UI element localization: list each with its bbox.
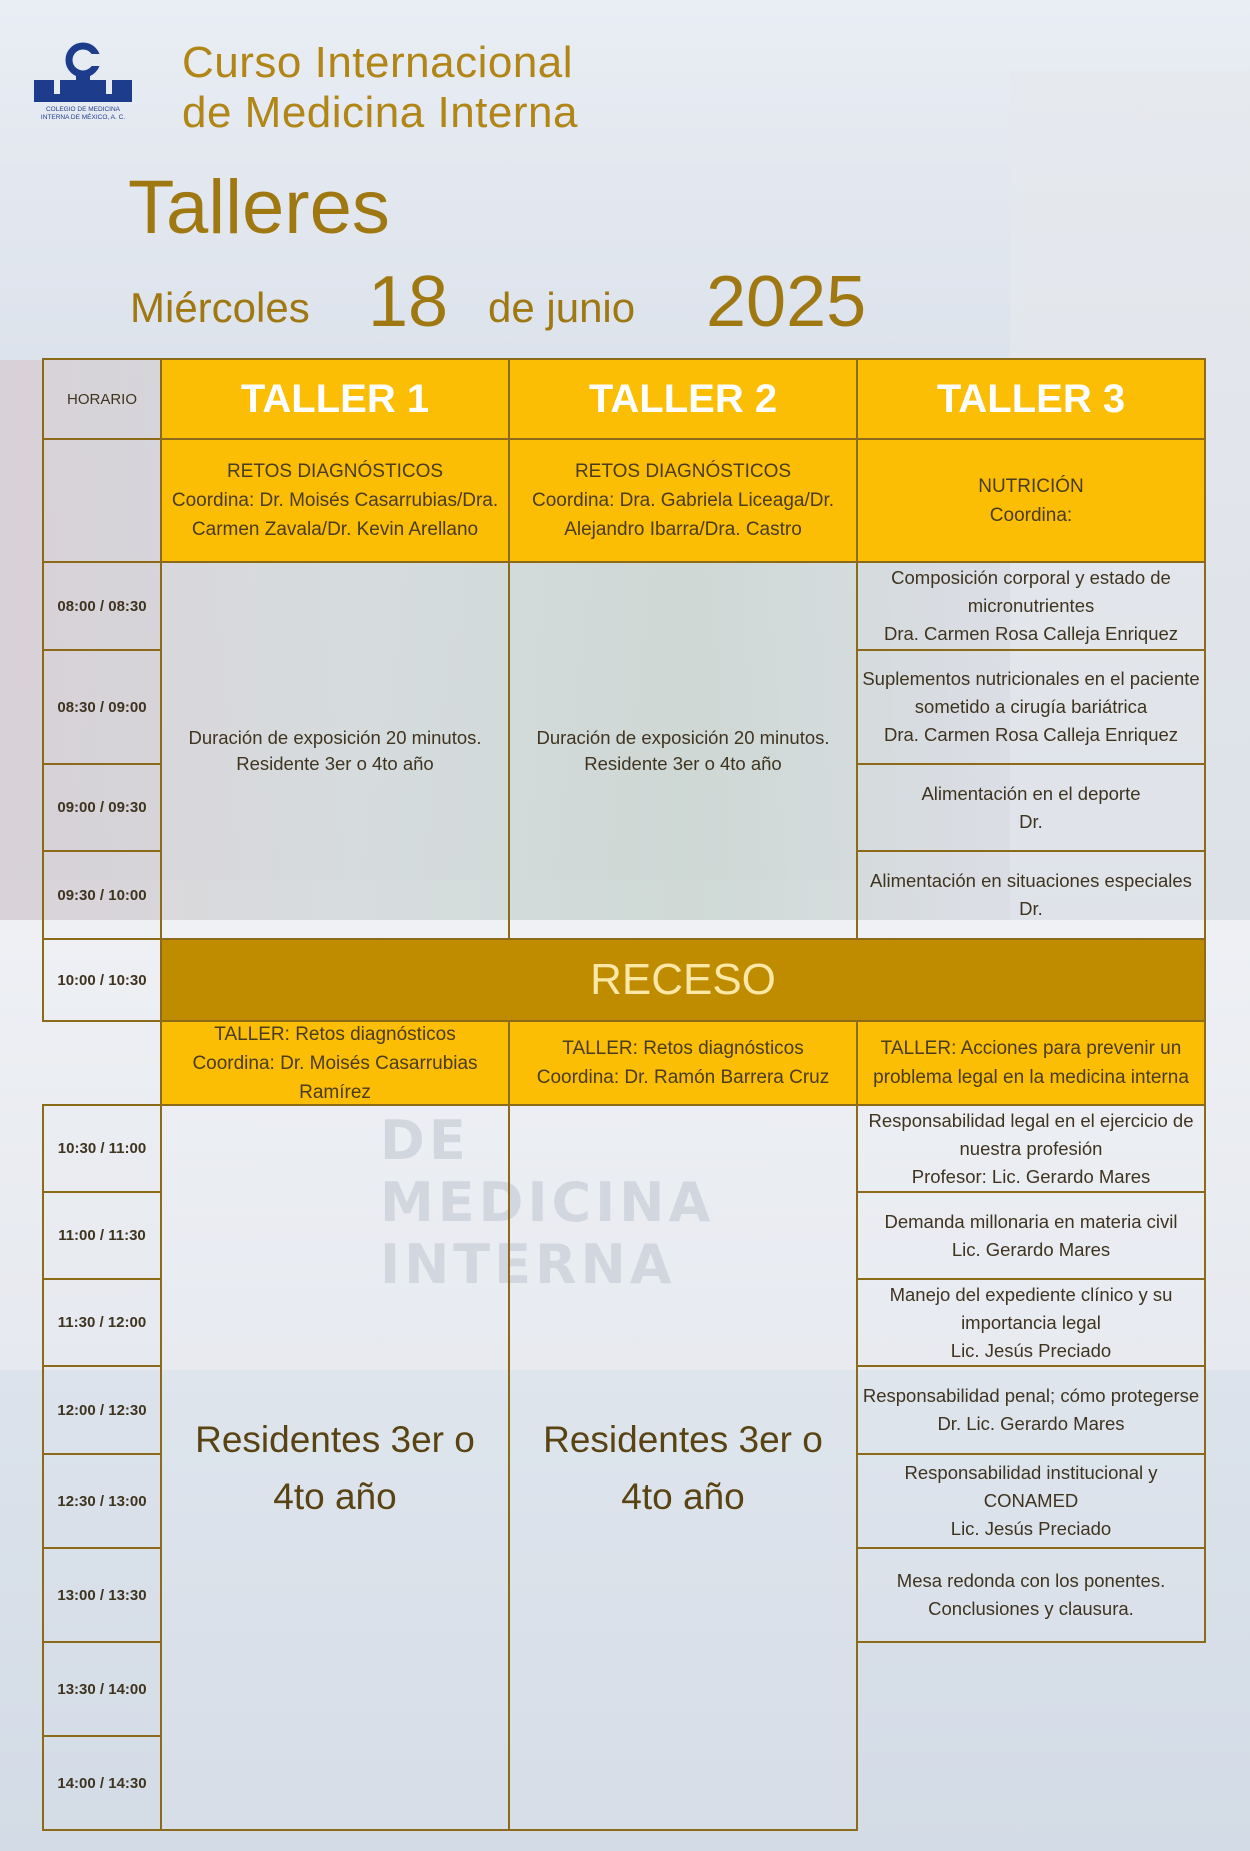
- blank-time-cell: [42, 438, 162, 563]
- time-slot: 13:30 / 14:00: [42, 1641, 162, 1737]
- taller-3-session: Composición corporal y estado de micronutrientes Dra. Carmen Rosa Calleja Enriquez: [856, 561, 1206, 651]
- time-slot: 08:00 / 08:30: [42, 561, 162, 651]
- taller-2-coordinator: RETOS DIAGNÓSTICOS Coordina: Dra. Gabriela Liceaga/Dr. Alejandro Ibarra/Dra. Castro: [508, 438, 858, 563]
- time-slot: 11:30 / 12:00: [42, 1278, 162, 1367]
- date-month: de junio: [488, 284, 636, 331]
- taller-3-session: Alimentación en situaciones especiales Dr.: [856, 850, 1206, 940]
- time-slot: 14:00 / 14:30: [42, 1735, 162, 1831]
- taller-2-header: TALLER 2: [508, 358, 858, 440]
- time-slot: 08:30 / 09:00: [42, 649, 162, 765]
- taller-3-coordinator: NUTRICIÓN Coordina:: [856, 438, 1206, 563]
- taller-2-afternoon-coordinator: TALLER: Retos diagnósticos Coordina: Dr. Ramón Barrera Cruz: [508, 1020, 858, 1106]
- time-slot: 10:30 / 11:00: [42, 1104, 162, 1193]
- background-watermark-text: DE MEDICINA INTERNA: [380, 1109, 715, 1296]
- taller-2-morning-session: Duración de exposición 20 minutos. Residente 3er o 4to año: [508, 561, 858, 940]
- date-day: 18: [368, 262, 449, 342]
- taller-3-session: Demanda millonaria en materia civil Lic. Gerardo Mares: [856, 1191, 1206, 1280]
- time-slot: 12:00 / 12:30: [42, 1365, 162, 1455]
- taller-1-header: TALLER 1: [160, 358, 510, 440]
- taller-1-coordinator: RETOS DIAGNÓSTICOS Coordina: Dr. Moisés Casarrubias/Dra. Carmen Zavala/Dr. Kevin Arellano: [160, 438, 510, 563]
- course-title: Curso Internacional de Medicina Interna: [182, 38, 578, 137]
- horario-header: HORARIO: [42, 358, 162, 440]
- taller-3-session: Suplementos nutricionales en el paciente sometido a cirugía bariátrica Dra. Carmen Rosa Calleja Enriquez: [856, 649, 1206, 765]
- date-weekday: Miércoles: [130, 284, 310, 331]
- time-slot: 11:00 / 11:30: [42, 1191, 162, 1280]
- taller-3-session: Responsabilidad legal en el ejercicio de nuestra profesión Profesor: Lic. Gerardo Mares: [856, 1104, 1206, 1193]
- time-slot: 09:00 / 09:30: [42, 763, 162, 852]
- time-slot: 13:00 / 13:30: [42, 1547, 162, 1643]
- time-slot: 09:30 / 10:00: [42, 850, 162, 940]
- taller-3-session: Responsabilidad penal; cómo protegerse Dr. Lic. Gerardo Mares: [856, 1365, 1206, 1455]
- cmim-logo: COLEGIO DE MEDICINA INTERNA DE MÉXICO, A. C.: [32, 42, 134, 132]
- taller-3-session: Responsabilidad institucional y CONAMED Lic. Jesús Preciado: [856, 1453, 1206, 1549]
- taller-2-afternoon-session: Residentes 3er o 4to año: [508, 1104, 858, 1831]
- taller-3-afternoon-coordinator: TALLER: Acciones para prevenir un problema legal en la medicina interna: [856, 1020, 1206, 1106]
- page-title: Talleres: [128, 165, 390, 250]
- receso-banner: RECESO: [160, 938, 1206, 1022]
- taller-3-session: Manejo del expediente clínico y su importancia legal Lic. Jesús Preciado: [856, 1278, 1206, 1367]
- time-slot: 12:30 / 13:00: [42, 1453, 162, 1549]
- taller-1-afternoon-coordinator: TALLER: Retos diagnósticos Coordina: Dr. Moisés Casarrubias Ramírez: [160, 1020, 510, 1106]
- cmim-logo-icon: [32, 42, 134, 106]
- taller-3-session: Mesa redonda con los ponentes. Conclusiones y clausura.: [856, 1547, 1206, 1643]
- taller-1-afternoon-session: Residentes 3er o 4to año: [160, 1104, 510, 1831]
- taller-3-header: TALLER 3: [856, 358, 1206, 440]
- date-year: 2025: [706, 262, 867, 342]
- taller-3-session: Alimentación en el deporte Dr.: [856, 763, 1206, 852]
- taller-1-morning-session: Duración de exposición 20 minutos. Residente 3er o 4to año: [160, 561, 510, 940]
- break-time: 10:00 / 10:30: [42, 938, 162, 1022]
